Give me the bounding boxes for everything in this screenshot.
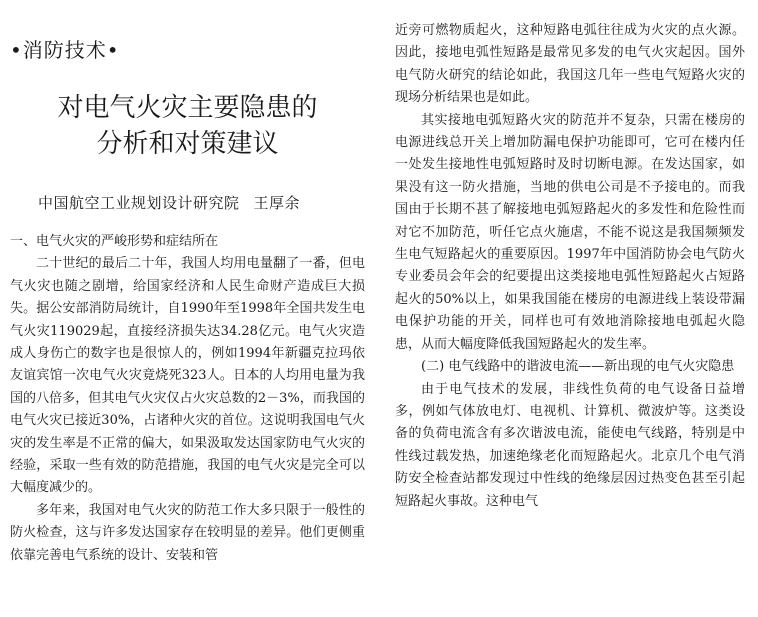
section2-heading: (二) 电气线路中的谐波电流——新出现的电气火灾隐患 [421, 359, 735, 375]
section1-heading: 一、电气火灾的严峻形势和症结所在 [10, 234, 219, 249]
left-column-text [10, 231, 365, 567]
paragraph-4: 由于电气技术的发展，非线性负荷的电气设备日益增多，例如气体放电灯、电视机、计算机、微波炉等。这类设备的负荷电流含有多次谐波电流，能使电气线路，特别是中性线过载发热，加速绝缘老化而短路起火。北京几个电气消防安全检查站都发现过中性线的绝缘层因过热变色甚至引起短路起火事故。这种电气 [395, 381, 745, 509]
paragraph-2-continued: 近旁可燃物质起火，这种短路电弧往往成为火灾的点火源。因此，接地电弧性短路是最常见多发的电气火灾起因。国外电气防火研究的结论如此，我国这几年一些电气短路火灾的现场分析结果也是如此。 [395, 23, 745, 106]
article-title-line1: 对电气火灾主要隐患的 [57, 93, 318, 123]
article-title [10, 90, 365, 162]
right-column-text [395, 20, 745, 513]
author-org: 中国航空工业规划设计研究院 [38, 194, 240, 212]
article-title-line2: 分析和对策建议 [96, 129, 279, 159]
paragraph-2-start: 多年来，我国对电气火灾的防范工作大多只限于一般性的防火检查，这与许多发达国家存在较明显的差异。他们更侧重依靠完善电气系统的设计、安装和管 [10, 502, 365, 563]
paragraph-1: 二十世纪的最后二十年，我国人均用电量翻了一番，但电气火灾也随之剧增，给国家经济和人民生命财产造成巨大损失。据公安部消防局统计，自1990年至1998年全国共发生电气火灾119029起，直接经济损失达34.28亿元。电气火灾造成人身伤亡的数字也是很惊人的，例如1994年新疆克拉玛依友谊宾馆一次电气火灾竟烧死323人。日本的人均用电量为我国的八倍多，但其电气火灾仅占火灾总数的2－3%，而我国的电气火灾已接近30%，占诸种火灾的首位。这说明我国电气火灾的发生率是不正常的偏大，如果汲取发达国家防电气火灾的经验，采取一些有效的防范措施，我国的电气火灾是完全可以大幅度减少的。 [10, 256, 365, 496]
paragraph-3: 其实接地电弧短路火灾的防范并不复杂，只需在楼房的电源进线总开关上增加防漏电保护功能即可，它可在楼内任一处发生接地性电弧短路时及时切断电源。在发达国家，如果没有这一防火措施，当地的供电公司是不予接电的。而我国由于长期不甚了解接地电弧短路起火的多发性和危险性而对它不加防范，听任它点火施虐，不能不说这是我国频频发生电气短路起火的重要原因。1997年中国消防协会电气防火专业委员会年会的纪要提出这类接地电弧性短路起火占短路起火的50%以上，如果我国能在楼房的电源进线上装设带漏电保护功能的开关，同样也可有效地消除接地电弧起火隐患，从而大幅度降低我国短路起火的发生率。 [395, 112, 745, 352]
author-name: 王厚余 [253, 194, 301, 212]
author-line [38, 192, 300, 213]
column-tag: •消防技术• [10, 38, 120, 62]
